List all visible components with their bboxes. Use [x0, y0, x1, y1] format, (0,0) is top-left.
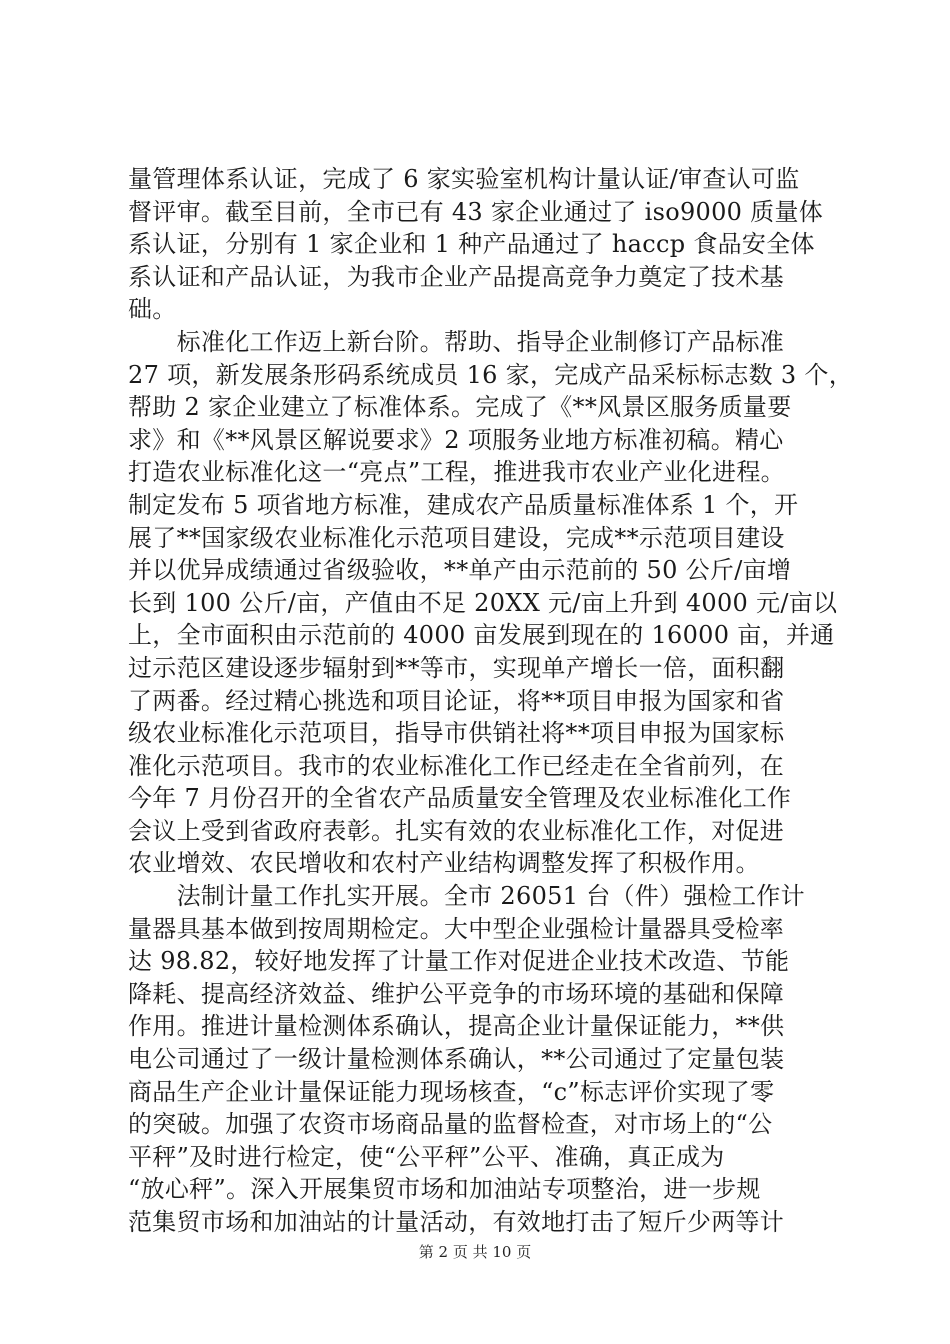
text-line: 27 项，新发展条形码系统成员 16 家，完成产品采标标志数 3 个， [128, 360, 853, 389]
text-line: 并以优异成绩通过省级验收，**单产由示范前的 50 公斤/亩增 [128, 556, 792, 585]
text-line: 的突破。加强了农资市场商品量的监督检查，对市场上的“公 [128, 1110, 773, 1139]
text-line: 标准化工作迈上新台阶。帮助、指导企业制修订产品标准 [128, 327, 785, 356]
text-line: 会议上受到省政府表彰。扎实有效的农业标准化工作，对促进 [128, 816, 785, 845]
text-line: 求》和《**风景区解说要求》2 项服务业地方标准初稿。精心 [128, 425, 784, 454]
text-line: 帮助 2 家企业建立了标准体系。完成了《**风景区服务质量要 [128, 393, 792, 422]
text-line: 法制计量工作扎实开展。全市 26051 台（件）强检工作计 [128, 882, 805, 911]
text-line: 电公司通过了一级计量检测体系确认，**公司通过了定量包装 [128, 1045, 785, 1074]
text-line: 商品生产企业计量保证能力现场核查，“c”标志评价实现了零 [128, 1077, 775, 1106]
text-line: 系认证，分别有 1 家企业和 1 种产品通过了 haccp 食品安全体 [128, 230, 815, 259]
text-line: “放心秤”。深入开展集贸市场和加油站专项整治，进一步规 [128, 1175, 761, 1204]
text-line: 平秤”及时进行检定，使“公平秤”公平、准确，真正成为 [128, 1142, 725, 1171]
text-line: 达 98.82，较好地发挥了计量工作对促进企业技术改造、节能 [128, 947, 790, 976]
text-line: 础。 [128, 295, 177, 324]
text-line: 督评审。截至目前，全市已有 43 家企业通过了 iso9000 质量体 [128, 197, 824, 226]
text-line: 过示范区建设逐步辐射到**等市，实现单产增长一倍，面积翻 [128, 653, 785, 682]
text-line: 范集贸市场和加油站的计量活动，有效地打击了短斤少两等计 [128, 1208, 785, 1236]
text-line: 降耗、提高经济效益、维护公平竞争的市场环境的基础和保障 [128, 979, 785, 1008]
text-line: 打造农业标准化这一“亮点”工程，推进我市农业产业化进程。 [128, 458, 785, 487]
body-text [128, 163, 853, 1239]
text-line: 今年 7 月份召开的全省农产品质量安全管理及农业标准化工作 [128, 784, 792, 813]
text-line: 系认证和产品认证，为我市企业产品提高竞争力奠定了技术基 [128, 262, 785, 291]
text-line: 级农业标准化示范项目，指导市供销社将**项目申报为国家标 [128, 719, 785, 748]
text-line: 长到 100 公斤/亩，产值由不足 20XX 元/亩上升到 4000 元/亩以 [128, 588, 838, 617]
text-line: 作用。推进计量检测体系确认，提高企业计量保证能力，**供 [128, 1012, 785, 1041]
text-line: 了两番。经过精心挑选和项目论证，将**项目申报为国家和省 [128, 686, 785, 715]
text-line: 量器具基本做到按周期检定。大中型企业强检计量器具受检率 [128, 914, 785, 943]
text-line: 展了**国家级农业标准化示范项目建设，完成**示范项目建设 [128, 523, 785, 552]
text-line: 准化示范项目。我市的农业标准化工作已经走在全省前列，在 [128, 751, 785, 780]
text-line: 上，全市面积由示范前的 4000 亩发展到现在的 16000 亩，并通 [128, 621, 835, 650]
text-line: 量管理体系认证，完成了 6 家实验室机构计量认证/审查认可监 [128, 165, 800, 193]
text-line: 制定发布 5 项省地方标准，建成农产品质量标准体系 1 个，开 [128, 490, 799, 519]
text-line: 农业增效、农民增收和农村产业结构调整发挥了积极作用。 [128, 849, 760, 878]
page-number: 第 2 页 共 10 页 [418, 1243, 532, 1261]
